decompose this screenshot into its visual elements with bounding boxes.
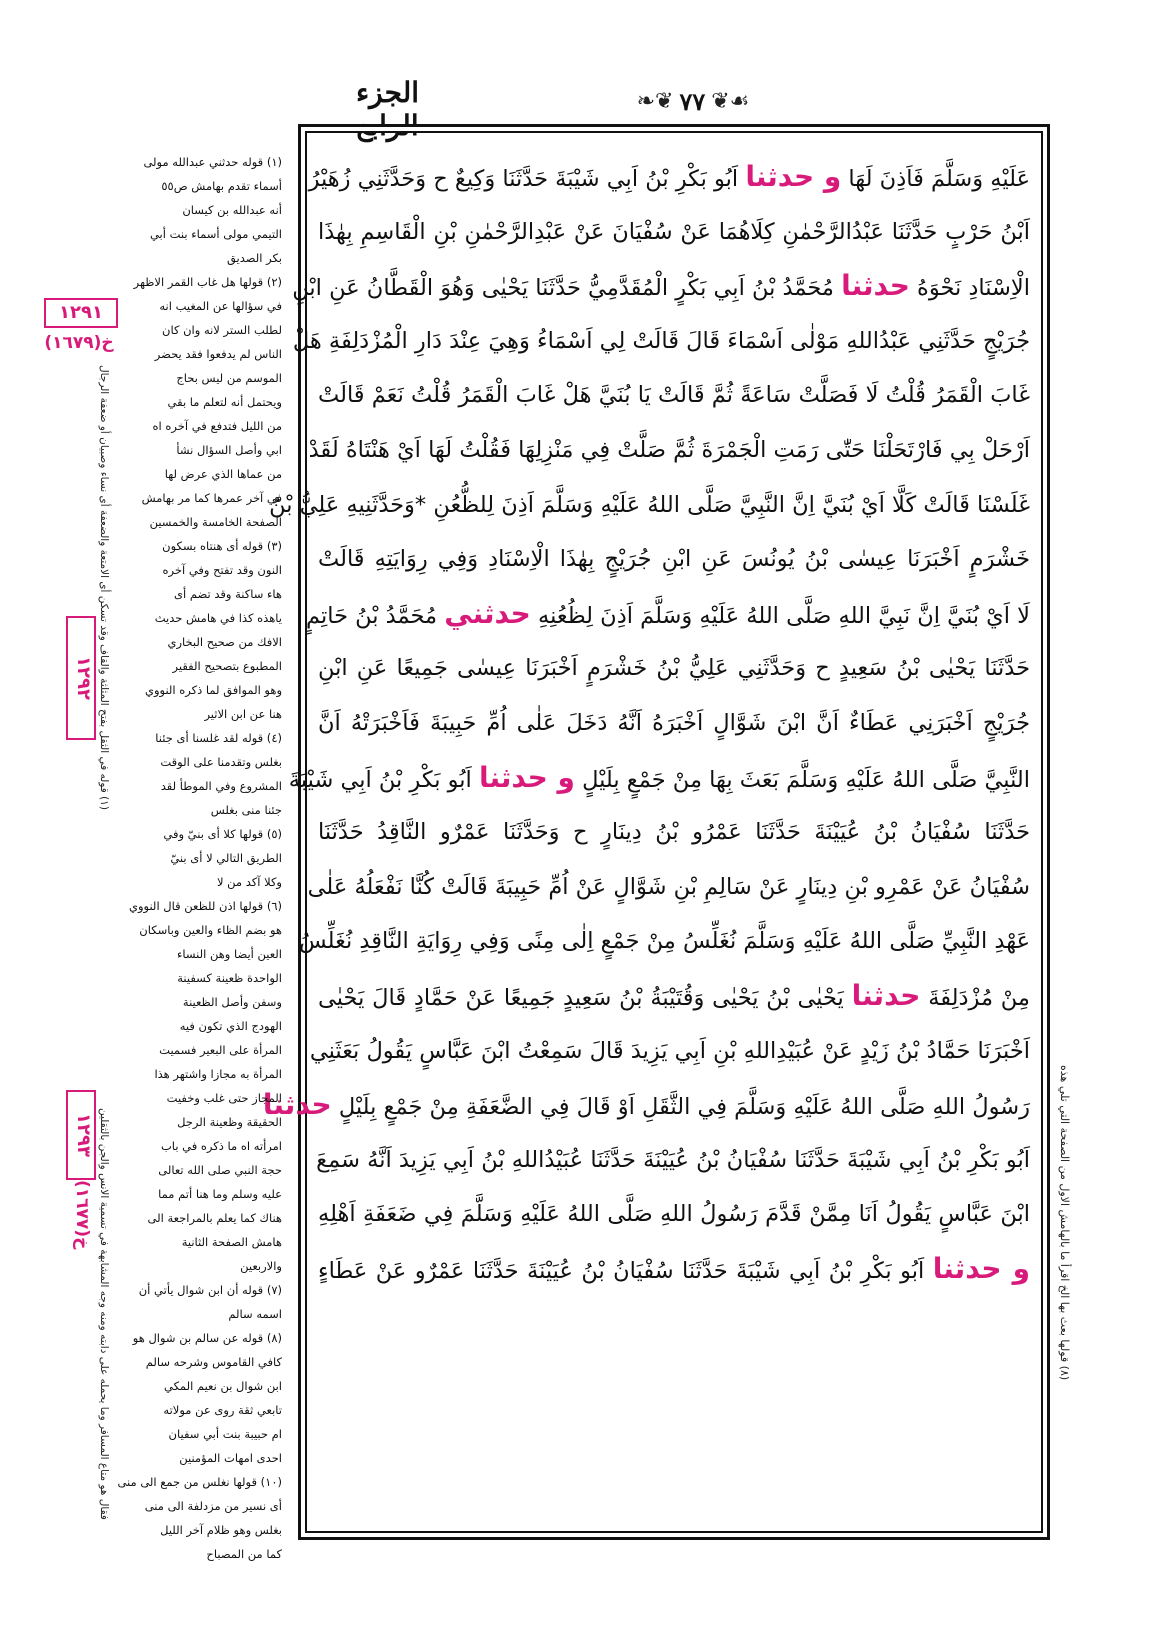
commentary-line: أنه عبدالله بن كيسان (182, 203, 282, 217)
commentary-line: بغلس وتقدمنا على الوقت (160, 755, 282, 769)
commentary-line: احدى امهات المؤمنين (179, 1451, 282, 1465)
commentary-line: الصفحة الخامسة والخمسين (149, 515, 282, 529)
commentary-line: كما من المصباح (206, 1547, 282, 1561)
main-line-text: مُحَمَّدُ بْنُ اَبِي بَكْرٍ الْمُقَدَّمِيُّ حَدَّثَنَا يَحْيٰى وَهُوَ الْقَطَّانُ عَنِ ابْنِ (292, 275, 842, 302)
main-line-text: مِنْ مُزْدَلِفَةَ (920, 984, 1030, 1011)
main-line-text: اَخْبَرَنَا حَمَّادُ بْنُ زَيْدٍ عَنْ عُبَيْدِاللهِ بْنِ اَبِي يَزِيدَ قَالَ سَمِعْتُ ابْنَ عَبَّاسٍ يَقُولُ بَعَثَنِي (309, 1037, 1030, 1064)
hadith-opening-word: حدثنا (262, 1088, 332, 1122)
commentary-line: هناك كما يعلم بالمراجعة الى (147, 1211, 282, 1225)
main-line-text: حَدَّثَنَا سُفْيَانُ بْنُ عُيَيْنَةَ حَدَّثَنَا عَمْرُو بْنُ دِينَارٍ ح وَحَدَّثَنَا عَمْرٌو النَّاقِدُ حَدَّثَنَا (318, 819, 1030, 846)
commentary-line: كافي القاموس وشرحه سالم (145, 1355, 282, 1369)
hadith-ref-box-1292: ١٢٩٢ (66, 616, 96, 740)
main-line (318, 1187, 1030, 1242)
commentary-line: والاربعين (240, 1259, 282, 1273)
commentary-line: لطلب الستر لانه وان كان (162, 323, 282, 337)
commentary-line: الواحدة ظعينة كسفينة (177, 971, 282, 985)
commentary-line: (٢) قولها هل غاب القمر الاظهر (133, 275, 282, 289)
commentary-line: الافك من صحيح البخاري (167, 635, 282, 649)
commentary-line: ابن شوال بن نعيم المكي (163, 1379, 282, 1393)
page-number-ornament (608, 86, 778, 116)
main-line (318, 969, 1030, 1024)
main-line-text: عَهْدِ النَّبِيِّ صَلَّى اللهُ عَلَيْهِ وَسَلَّمَ نُغَلِّسُ مِنْ جَمْعٍ اِلٰى مِنًى وَفِي رِوَايَةِ النَّاقِدِ نُغَلِّسُ (299, 928, 1030, 955)
main-line (309, 1024, 1030, 1079)
commentary-line: ابي وأصل السؤال نشأ (176, 443, 282, 457)
main-line-text: الْاِسْنَادِ نَحْوَهُ (909, 275, 1030, 302)
commentary-line: هامش الصفحة الثانية (181, 1235, 282, 1249)
main-line (262, 1078, 1030, 1133)
main-line-text: اَبُو بَكْرِ بْنُ اَبِي شَيْبَةَ حَدَّثَنَا سُفْيَانُ بْنُ عُيَيْنَةَ حَدَّثَنَا عُبَيْدُاللهِ بْنُ اَبِي يَزِيدَ اَنَّهُ سَمِعَ (316, 1146, 1030, 1173)
hadith-opening-word: و حدثنا (478, 760, 575, 794)
commentary-line: (١٠) قولها نغلس من جمع الى منى (117, 1475, 282, 1489)
main-line-text: النَّبِيَّ صَلَّى اللهُ عَلَيْهِ وَسَلَّمَ بَعَثَ بِهَا مِنْ جَمْعٍ بِلَيْلٍ (574, 766, 1030, 793)
commentary-line: هنا عن ابن الاثير (204, 707, 282, 721)
commentary-line: في سؤالها عن المغيب انه (159, 299, 282, 313)
main-line (318, 205, 1030, 260)
left-vertical-note-2: فقال هو متاع المسافر وما يحمله على دابته ومنه وجه المشابهة في تسمية الانس والجن بالثقلين (98, 1108, 110, 1520)
main-line (308, 150, 1030, 205)
main-line (269, 478, 1030, 533)
main-line-text: جُرَيْجٍ اَخْبَرَنِي عَطَاءٌ اَنَّ ابْنَ شَوَّالٍ اَخْبَرَهُ اَنَّهُ دَخَلَ عَلٰى اُمِّ حَبِيبَةَ فَاَخْبَرَتْهُ اَنَّ (318, 709, 1030, 736)
commentary-line: العين أيضا وهن النساء (176, 947, 282, 961)
commentary-line: الطريق التالي لا أى بنيّ (170, 851, 282, 865)
main-line (292, 314, 1030, 369)
commentary-line: (٨) قوله عن سالم بن شوال هو (132, 1331, 282, 1345)
commentary-line: اسمه سالم (228, 1307, 282, 1321)
main-line-text: ابْنَ عَبَّاسٍ يَقُولُ اَنَا مِمَّنْ قَدَّمَ رَسُولُ اللهِ صَلَّى اللهُ عَلَيْهِ وَسَلَّمَ فِي ضَعَفَةِ اَهْلِهِ (318, 1201, 1030, 1228)
main-line-text: يَحْيٰى بْنُ يَحْيٰى وَقُتَيْبَةُ بْنُ سَعِيدٍ جَمِيعًا عَنْ حَمَّادٍ قَالَ يَحْيٰى (318, 984, 852, 1011)
main-line (299, 914, 1030, 969)
main-line (318, 532, 1030, 587)
main-line-text: اَبُو بَكْرِ بْنُ اَبِي شَيْبَةَ (288, 766, 479, 793)
commentary-line: التيمي مولى أسماء بنت أبي (149, 227, 282, 241)
commentary-line: تابعي ثقة روى عن مولاته (163, 1403, 282, 1417)
page-number: ٧٧ (679, 86, 706, 116)
main-line-text: مُحَمَّدُ بْنُ حَاتِمٍ (305, 602, 445, 629)
commentary-line: في آخر عمرها كما مر بهامش (141, 491, 282, 505)
commentary-line: الهودج الذي تكون فيه (179, 1019, 282, 1033)
hadith-opening-word: حدثنا (841, 269, 910, 303)
commentary-line: المرأة على البعير فسميت (159, 1043, 282, 1057)
commentary-line: ويحتمل أنه لتعلم ما بقي (167, 395, 282, 409)
commentary-line: الناس لم يدفعوا فقد يحضر (154, 347, 282, 361)
commentary-line: أى نسير من مزدلفة الى منى (144, 1499, 282, 1513)
commentary-line: وكلا آكد من لا (216, 875, 282, 889)
main-line-text: رَسُولُ اللهِ صَلَّى اللهُ عَلَيْهِ وَسَلَّمَ فِي الثَّقَلِ اَوْ قَالَ فِي الضَّعَفَةِ مِنْ جَمْعٍ بِلَيْلٍ (331, 1094, 1030, 1121)
commentary-line: الموسم من ليس بحاج (176, 371, 282, 385)
commentary-line: بكر الصديق (226, 251, 282, 265)
commentary-line: امرأته اه ما ذكره في باب (160, 1139, 282, 1153)
hadith-main-text (262, 150, 1030, 1528)
juz-title: الجزء الرابع (356, 76, 419, 142)
hadith-ref-box-1291: ١٢٩١ (44, 298, 118, 328)
commentary-line: جئنا منى بغلس (210, 803, 282, 817)
main-line-text: اَبُو بَكْرِ بْنُ اَبِي شَيْبَةَ حَدَّثَنَا سُفْيَانُ بْنُ عُيَيْنَةَ حَدَّثَنَا عَمْرٌو عَنْ عَطَاءٍ (318, 1257, 933, 1284)
main-line (307, 860, 1030, 915)
main-line (308, 423, 1030, 478)
hadith-opening-word: و حدثنا (745, 160, 842, 193)
commentary-line: ياهذه كذا في هامش حديث (154, 611, 282, 625)
commentary-line: أسماء تقدم بهامش ص٥٥ (161, 179, 282, 193)
main-line-text: غَلَسْنَا قَالَتْ كَلَّا اَيْ بُنَيَّ اِنَّ النَّبِيَّ صَلَّى اللهُ عَلَيْهِ وَسَلَّمَ اَذِنَ لِلظُّعُنِ *وَحَدَّثَنِيهِ عَلِيُّ بْنُ (269, 491, 1030, 518)
main-line-text: حَدَّثَنَا يَحْيٰى بْنُ سَعِيدٍ ح وَحَدَّثَنِي عَلِيُّ بْنُ خَشْرَمٍ اَخْبَرَنَا عِيسٰى جَمِيعًا عَنِ ابْنِ (318, 655, 1030, 682)
commentary-line: (١) قوله حدثني عبدالله مولى (143, 155, 282, 169)
commentary-line: النون وقد تفتح وفي آخره (162, 563, 282, 577)
page-header (0, 72, 1158, 142)
main-line-text: اَبُو بَكْرِ بْنُ اَبِي شَيْبَةَ حَدَّثَنَا وَكِيعٌ ح وَحَدَّثَنِي زُهَيْرُ (308, 166, 746, 192)
bukhari-ref-1679: خ(١٦٧٩) (44, 333, 114, 353)
commentary-line: المجاز حتى غلب وخفيت (166, 1091, 282, 1105)
bukhari-ref-1677: خ(١٦٧٧) (72, 1180, 92, 1250)
commentary-line: (٣) قوله أى هنتاه بسكون (162, 539, 282, 553)
main-line (292, 259, 1030, 314)
commentary-line: ام حبيبة بنت أبي سفيان (168, 1427, 282, 1441)
main-line (318, 641, 1030, 696)
commentary-line: (٦) قولها اذن للظعن قال النووي (128, 899, 282, 913)
commentary-line: وهو الموافق لما ذكره النووي (144, 683, 282, 697)
main-line-text: خَشْرَمٍ اَخْبَرَنَا عِيسٰى بْنُ يُونُسَ عَنِ ابْنِ جُرَيْجٍ بِهٰذَا الْاِسْنَادِ وَفِي رِوَايَتِهِ قَالَتْ (318, 546, 1030, 573)
right-ornament-icon: ❦☙ (711, 88, 750, 114)
hadith-opening-word: و حدثنا (932, 1251, 1030, 1285)
commentary-line: حجة النبي صلى الله تعالى (158, 1163, 282, 1177)
main-line (318, 1242, 1030, 1297)
left-ornament-icon: ❧❦ (636, 88, 674, 114)
main-line (318, 1133, 1030, 1188)
commentary-line: (٥) قولها كلا أى بنيّ وفي (163, 827, 282, 841)
right-vertical-note: (٨) قولها بعث بها الخ اقرأ ما بالهامش الاول من الصفحة التي تلي هذه (1058, 1064, 1071, 1380)
commentary-line: هاء ساكنة وقد تضم أى (174, 587, 282, 601)
main-line (318, 696, 1030, 751)
commentary-line: وسفن وأصل الظعينة (182, 995, 282, 1009)
hadith-opening-word: حدثنا (851, 978, 921, 1012)
main-line-text: عَلَيْهِ وَسَلَّمَ فَاَذِنَ لَهَا (841, 166, 1030, 192)
commentary-line: (٤) قوله لقد غلسنا أى جئنا (155, 731, 282, 745)
main-line-text: جُرَيْجٍ حَدَّثَنِي عَبْدُاللهِ مَوْلٰى اَسْمَاءَ قَالَ قَالَتْ لِي اَسْمَاءُ وَهِيَ عِنْدَ دَارِ الْمُزْدَلِفَةِ هَلْ (292, 327, 1030, 354)
main-line (318, 368, 1030, 423)
commentary-line: المشروع وفي الموطأ لقد (160, 779, 282, 793)
main-line-text: اَرْحَلْ بِي فَارْتَحَلْنَا حَتّٰى رَمَتِ الْجَمْرَةَ ثُمَّ صَلَّتْ فِي مَنْزِلِهَا فَقُلْتُ لَهَا اَيْ هَنْتَاهُ لَقَدْ (308, 436, 1030, 463)
main-line (318, 805, 1030, 860)
commentary-line: من عماها الذي عرض لها (164, 467, 282, 481)
commentary-line: عليه وسلم وما هنا أتم مما (158, 1187, 282, 1201)
main-line-text: سُفْيَانُ عَنْ عَمْرِو بْنِ دِينَارٍ عَنْ سَالِمِ بْنِ شَوَّالٍ عَنْ اُمِّ حَبِيبَةَ قَالَتْ كُنَّا نَفْعَلُهُ عَلٰى (307, 873, 1030, 900)
commentary-line: المطبوع بتصحيح الفقير (172, 659, 282, 673)
main-line (288, 751, 1030, 806)
commentary-line: المرأة به مجازا واشتهر هذا (154, 1067, 282, 1081)
margin-commentary (117, 150, 282, 1561)
commentary-line: بغلس وهو ظلام آخر الليل (160, 1523, 282, 1537)
commentary-line: هو بضم الظاء والعين وباسكان (139, 923, 282, 937)
commentary-line: من الليل فتدفع في آخره اه (152, 419, 282, 433)
main-line (305, 587, 1030, 642)
hadith-ref-box-1293: ١٢٩٣ (66, 1090, 96, 1180)
commentary-line: (٧) قوله أن ابن شوال يأتي أن (138, 1283, 282, 1297)
main-line-text: اَبْنُ حَرْبٍ حَدَّثَنَا عَبْدُالرَّحْمٰنِ كِلَاهُمَا عَنْ سُفْيَانَ عَنْ عَبْدِالرَّحْمٰنِ بْنِ الْقَاسِمِ بِهٰذَا (318, 218, 1030, 245)
hadith-opening-word: حدثني (444, 596, 531, 630)
main-line-text: لَا اَيْ بُنَيَّ اِنَّ نَبِيَّ اللهِ صَلَّى اللهُ عَلَيْهِ وَسَلَّمَ اَذِنَ لِظُعُنِهِ (530, 602, 1030, 629)
commentary-line: الحقيقة وظعينة الرجل (177, 1115, 282, 1129)
main-line-text: غَابَ الْقَمَرُ قُلْتُ لَا فَصَلَّتْ سَاعَةً ثُمَّ قَالَتْ يَا بُنَيَّ هَلْ غَابَ الْقَمَرُ قُلْتُ نَعَمْ قَالَتْ (318, 382, 1030, 409)
left-vertical-note-1: (١) قوله في الثقل بفتح المثلثة والقاف وقد تسكن أى الامتعة والضعفة أى نساء وصبيان أو ضعفة الرجال (98, 364, 110, 810)
